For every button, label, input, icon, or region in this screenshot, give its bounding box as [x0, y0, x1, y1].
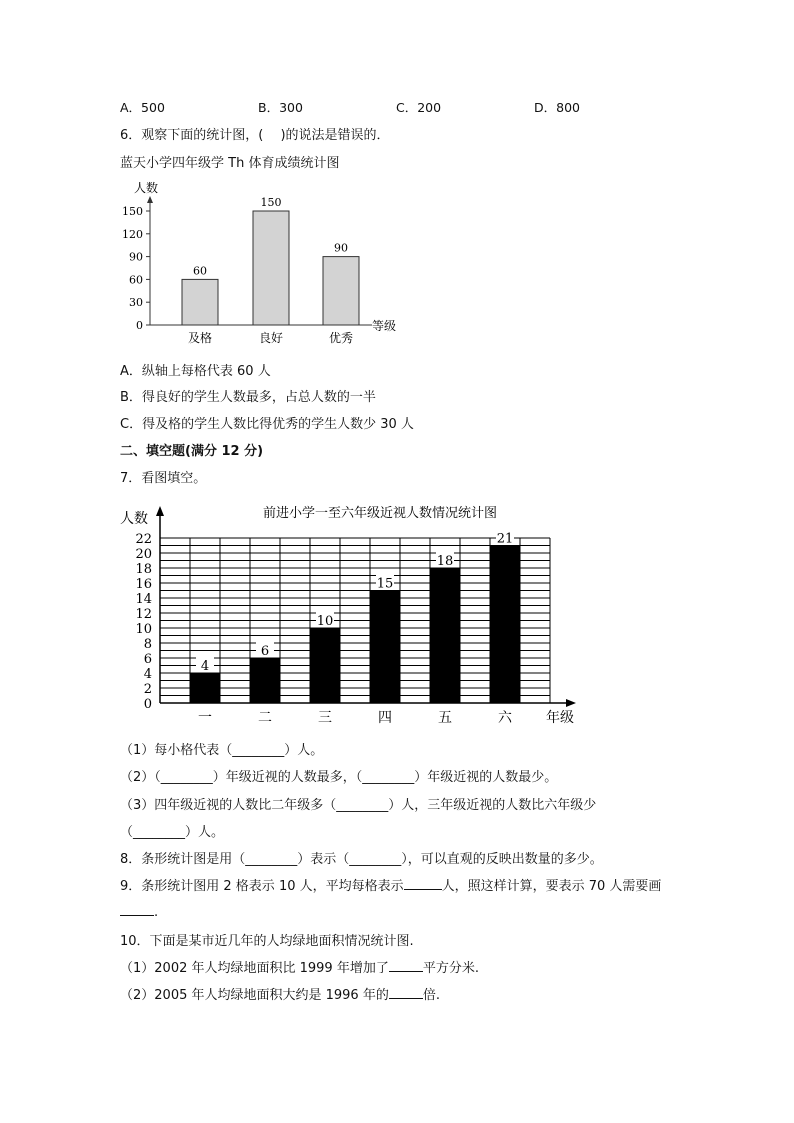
y-tick-label: 14: [135, 592, 152, 607]
y-axis-label: 人数: [120, 511, 148, 527]
x-tick-label: 四: [378, 710, 392, 726]
y-tick-label: 30: [129, 296, 143, 310]
bar-value-label: 21: [496, 531, 514, 547]
q10-blank-1[interactable]: [389, 959, 423, 972]
chart-title: 前进小学一至六年级近视人数情况统计图: [262, 506, 498, 521]
y-tick-label: 120: [122, 227, 143, 241]
bar-grade-1: [190, 673, 220, 703]
q7-sub3-line1: （3）四年级近视的人数比二年级多（________）人，三年级近视的人数比六年级少: [120, 798, 597, 813]
q10-stem: 10．下面是某市近几年的人均绿地面积情况统计图.: [120, 934, 414, 949]
q10-sub1: [120, 957, 479, 976]
q6-stem: 6．观察下面的统计图，( )的说法是错误的．: [120, 128, 390, 143]
y-tick-label: 22: [135, 532, 152, 547]
y-tick-label: 12: [135, 607, 152, 622]
q7-sub1: （1）每小格代表（________）人。: [120, 743, 324, 758]
q9-text-a: 9．条形统计图用 2 格表示 10 人，平均每格表示: [120, 879, 404, 894]
y-tick-label: 8: [143, 637, 152, 652]
y-tick-label: 0: [143, 697, 152, 712]
y-tick-label: 6: [143, 652, 152, 667]
y-tick-label: 150: [122, 205, 143, 218]
q9-text-b: 人，照这样计算，要表示 70 人需要画: [441, 879, 662, 894]
q10-sub1-text-a: （1）2002 年人均绿地面积比 1999 年增加了: [120, 961, 389, 976]
bar-grade-3: [310, 628, 340, 703]
bar-及格: [182, 279, 218, 325]
q10-blank-2[interactable]: [389, 986, 423, 999]
y-axis-arrow: [156, 506, 164, 516]
bar-value-label: 4: [200, 659, 210, 674]
y-tick-label: 18: [135, 562, 152, 577]
q5-option-d: D．800: [534, 100, 580, 115]
bar-良好: [253, 211, 289, 325]
y-tick-label: 90: [129, 250, 143, 264]
bar-value-label: 18: [436, 554, 454, 569]
q6-option-a: A．纵轴上每格代表 60 人: [120, 364, 271, 379]
q10-sub1-text-b: 平方分米.: [422, 961, 479, 976]
q10-sub2-text-a: （2）2005 年人均绿地面积大约是 1996 年的: [120, 988, 389, 1003]
bar-value-label: 10: [316, 614, 334, 629]
bar-value-label: 90: [334, 241, 348, 255]
bar-优秀: [323, 257, 359, 325]
y-axis-label: 人数: [134, 181, 159, 195]
q9-blank-1[interactable]: [404, 877, 442, 890]
bar-value-label: 6: [260, 644, 270, 659]
x-tick-label: 及格: [187, 331, 213, 345]
bar-value-label: 150: [260, 196, 282, 209]
y-axis-arrow: [147, 196, 153, 203]
x-tick-label: 五: [438, 710, 452, 726]
x-axis-label: 年级: [546, 710, 574, 726]
x-tick-label: 一: [198, 710, 212, 726]
q7-sub3-line2: （________）人。: [120, 825, 225, 840]
q9-blank-2[interactable]: [120, 903, 154, 916]
y-tick-label: 16: [135, 577, 152, 592]
chart1-caption: 蓝天小学四年级学 Th 体育成绩统计图: [120, 156, 340, 171]
bar-grade-2: [250, 658, 280, 703]
y-tick-label: 2: [143, 682, 152, 697]
q9-line2: [120, 903, 158, 920]
y-tick-label: 60: [129, 273, 143, 287]
q6-option-b: B．得良好的学生人数最多，占总人数的一半: [120, 390, 376, 405]
section-title: 二、填空题(满分 12 分): [120, 444, 264, 459]
bar-grade-4: [370, 591, 400, 704]
q6-option-c: C．得及格的学生人数比得优秀的学生人数少 30 人: [120, 417, 414, 432]
x-tick-label: 二: [258, 710, 272, 726]
q10-sub2: [120, 984, 440, 1003]
q7-sub2: （2）（________）年级近视的人数最多，（________）年级近视的人数最少。: [120, 770, 558, 785]
y-tick-label: 20: [135, 547, 152, 562]
q5-option-b: B．300: [258, 100, 303, 115]
q9-text-c: .: [154, 905, 159, 920]
y-tick-label: 0: [136, 319, 143, 332]
x-axis-arrow: [566, 699, 576, 707]
sports-score-bar-chart: [110, 172, 420, 352]
q5-option-a: A．500: [120, 100, 165, 115]
q8-text: 8．条形统计图是用（________）表示（________），可以直观的反映出数量的多少。: [120, 852, 603, 867]
bar-grade-5: [430, 568, 460, 703]
q5-option-c: C．200: [396, 100, 442, 115]
q7-stem: 7．看图填空。: [120, 471, 207, 486]
x-tick-label: 优秀: [328, 331, 354, 345]
bar-grade-6: [490, 546, 520, 704]
x-axis-label: 等级: [372, 319, 397, 333]
y-tick-label: 4: [143, 667, 152, 682]
q10-sub2-text-b: 倍.: [422, 988, 440, 1003]
x-tick-label: 良好: [258, 331, 284, 345]
bar-value-label: 15: [376, 576, 394, 592]
bar-value-label: 60: [193, 264, 207, 278]
x-tick-label: 三: [318, 710, 332, 726]
myopia-bar-chart: [110, 496, 590, 728]
q9-line1: [120, 875, 661, 894]
x-tick-label: 六: [498, 710, 512, 726]
y-tick-label: 10: [135, 622, 152, 637]
